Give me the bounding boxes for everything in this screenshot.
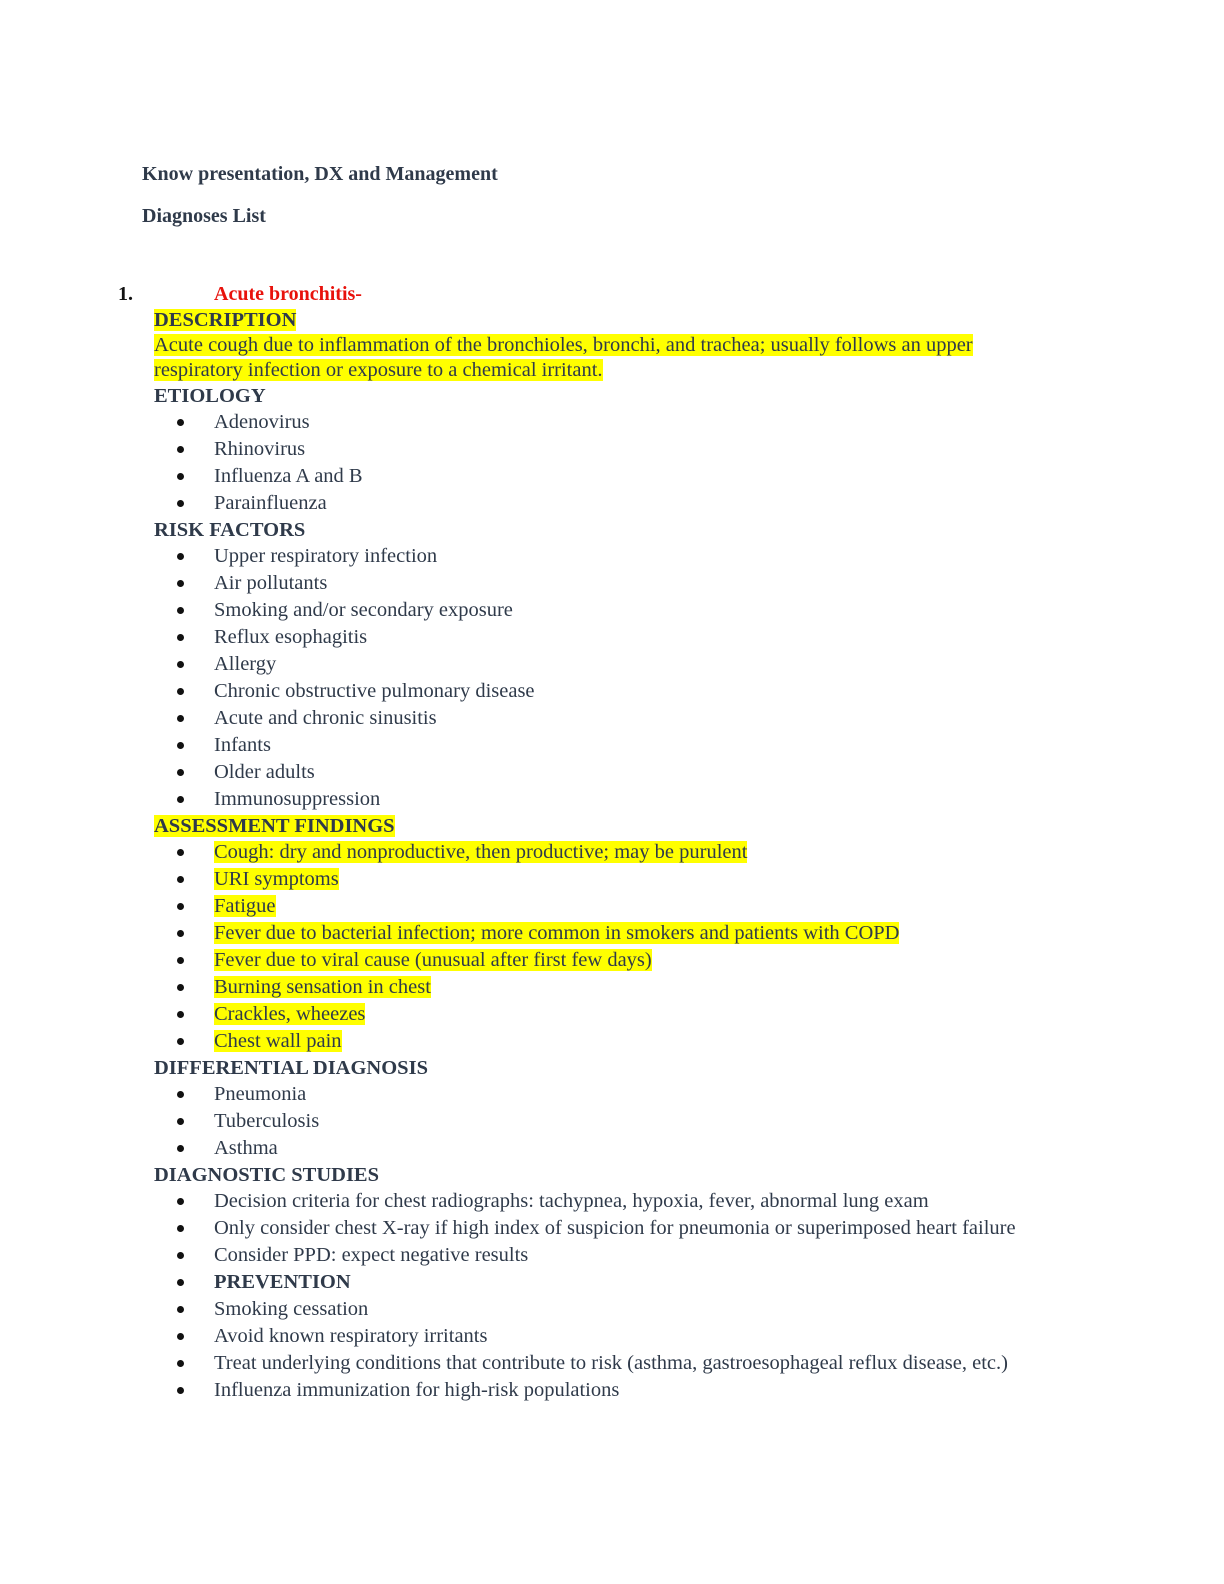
list-item: Burning sensation in chest: [154, 974, 1154, 1001]
list-item: Fever due to bacterial infection; more common in smokers and patients with COPD: [154, 920, 1154, 947]
risk-factors-list: [154, 543, 1154, 813]
list-item: Influenza A and B: [154, 463, 1154, 490]
list-item: Chest wall pain: [154, 1028, 1154, 1055]
bullet-icon: [177, 688, 184, 695]
differential-list: [154, 1081, 1154, 1162]
description-text: Acute cough due to inflammation of the bronchioles, bronchi, and trachea; usually follows an upper respiratory infection or exposure to a chemical irritant.: [154, 334, 973, 381]
bullet-icon: [177, 634, 184, 641]
bullet-icon: [177, 661, 184, 668]
bullet-icon: [177, 1198, 184, 1205]
assessment-heading: ASSESSMENT FINDINGS: [154, 815, 395, 837]
bullet-icon: [177, 876, 184, 883]
page-subtitle: Diagnoses List: [142, 205, 266, 227]
list-item: Treat underlying conditions that contribute to risk (asthma, gastroesophageal reflux disease, etc.): [154, 1350, 1154, 1377]
studies-heading: DIAGNOSTIC STUDIES: [154, 1164, 379, 1186]
list-item: Cough: dry and nonproductive, then productive; may be purulent: [154, 839, 1154, 866]
bullet-icon: [177, 742, 184, 749]
bullet-icon: [177, 1387, 184, 1394]
list-item: Chronic obstructive pulmonary disease: [154, 678, 1154, 705]
bullet-icon: [177, 769, 184, 776]
bullet-icon: [177, 796, 184, 803]
bullet-icon: [177, 1225, 184, 1232]
differential-heading: DIFFERENTIAL DIAGNOSIS: [154, 1057, 428, 1079]
list-item: Asthma: [154, 1135, 1154, 1162]
list-item: Fatigue: [154, 893, 1154, 920]
prevention-heading: PREVENTION: [154, 1269, 1154, 1296]
bullet-icon: [177, 1011, 184, 1018]
bullet-icon: [177, 473, 184, 480]
bullet-icon: [177, 930, 184, 937]
list-item: Tuberculosis: [154, 1108, 1154, 1135]
risk-factors-heading: RISK FACTORS: [154, 519, 306, 541]
diagnosis-number: 1.: [118, 283, 133, 305]
description-heading: DESCRIPTION: [154, 309, 297, 331]
diagnosis-content: [154, 307, 1154, 1404]
bullet-icon: [177, 553, 184, 560]
bullet-icon: [177, 500, 184, 507]
bullet-icon: [177, 580, 184, 587]
list-item: Adenovirus: [154, 409, 1154, 436]
list-item: Fever due to viral cause (unusual after first few days): [154, 947, 1154, 974]
bullet-icon: [177, 446, 184, 453]
bullet-icon: [177, 419, 184, 426]
list-item: Allergy: [154, 651, 1154, 678]
list-item: Decision criteria for chest radiographs: tachypnea, hypoxia, fever, abnormal lung exam: [154, 1188, 1154, 1215]
list-item: Upper respiratory infection: [154, 543, 1154, 570]
bullet-icon: [177, 715, 184, 722]
bullet-icon: [177, 957, 184, 964]
studies-list: [154, 1188, 1154, 1404]
bullet-icon: [177, 1360, 184, 1367]
list-item: Immunosuppression: [154, 786, 1154, 813]
bullet-icon: [177, 1306, 184, 1313]
bullet-icon: [177, 903, 184, 910]
list-item: Consider PPD: expect negative results: [154, 1242, 1154, 1269]
list-item: URI symptoms: [154, 866, 1154, 893]
bullet-icon: [177, 1279, 184, 1286]
bullet-icon: [177, 1145, 184, 1152]
diagnosis-title: Acute bronchitis-: [214, 283, 362, 305]
list-item: Rhinovirus: [154, 436, 1154, 463]
page-title: Know presentation, DX and Management: [142, 163, 498, 185]
bullet-icon: [177, 1333, 184, 1340]
bullet-icon: [177, 849, 184, 856]
list-item: Crackles, wheezes: [154, 1001, 1154, 1028]
etiology-heading: ETIOLOGY: [154, 385, 266, 407]
list-item: Acute and chronic sinusitis: [154, 705, 1154, 732]
assessment-list: [154, 839, 1154, 1055]
list-item: Reflux esophagitis: [154, 624, 1154, 651]
bullet-icon: [177, 1038, 184, 1045]
list-item: Parainfluenza: [154, 490, 1154, 517]
list-item: Avoid known respiratory irritants: [154, 1323, 1154, 1350]
list-item: Influenza immunization for high-risk populations: [154, 1377, 1154, 1404]
list-item: Smoking and/or secondary exposure: [154, 597, 1154, 624]
bullet-icon: [177, 607, 184, 614]
etiology-list: [154, 409, 1154, 517]
bullet-icon: [177, 984, 184, 991]
list-item: Air pollutants: [154, 570, 1154, 597]
list-item: Infants: [154, 732, 1154, 759]
list-item: Only consider chest X-ray if high index of suspicion for pneumonia or superimposed heart failure: [154, 1215, 1154, 1242]
list-item: Older adults: [154, 759, 1154, 786]
list-item: Smoking cessation: [154, 1296, 1154, 1323]
bullet-icon: [177, 1118, 184, 1125]
bullet-icon: [177, 1091, 184, 1098]
bullet-icon: [177, 1252, 184, 1259]
list-item: Pneumonia: [154, 1081, 1154, 1108]
